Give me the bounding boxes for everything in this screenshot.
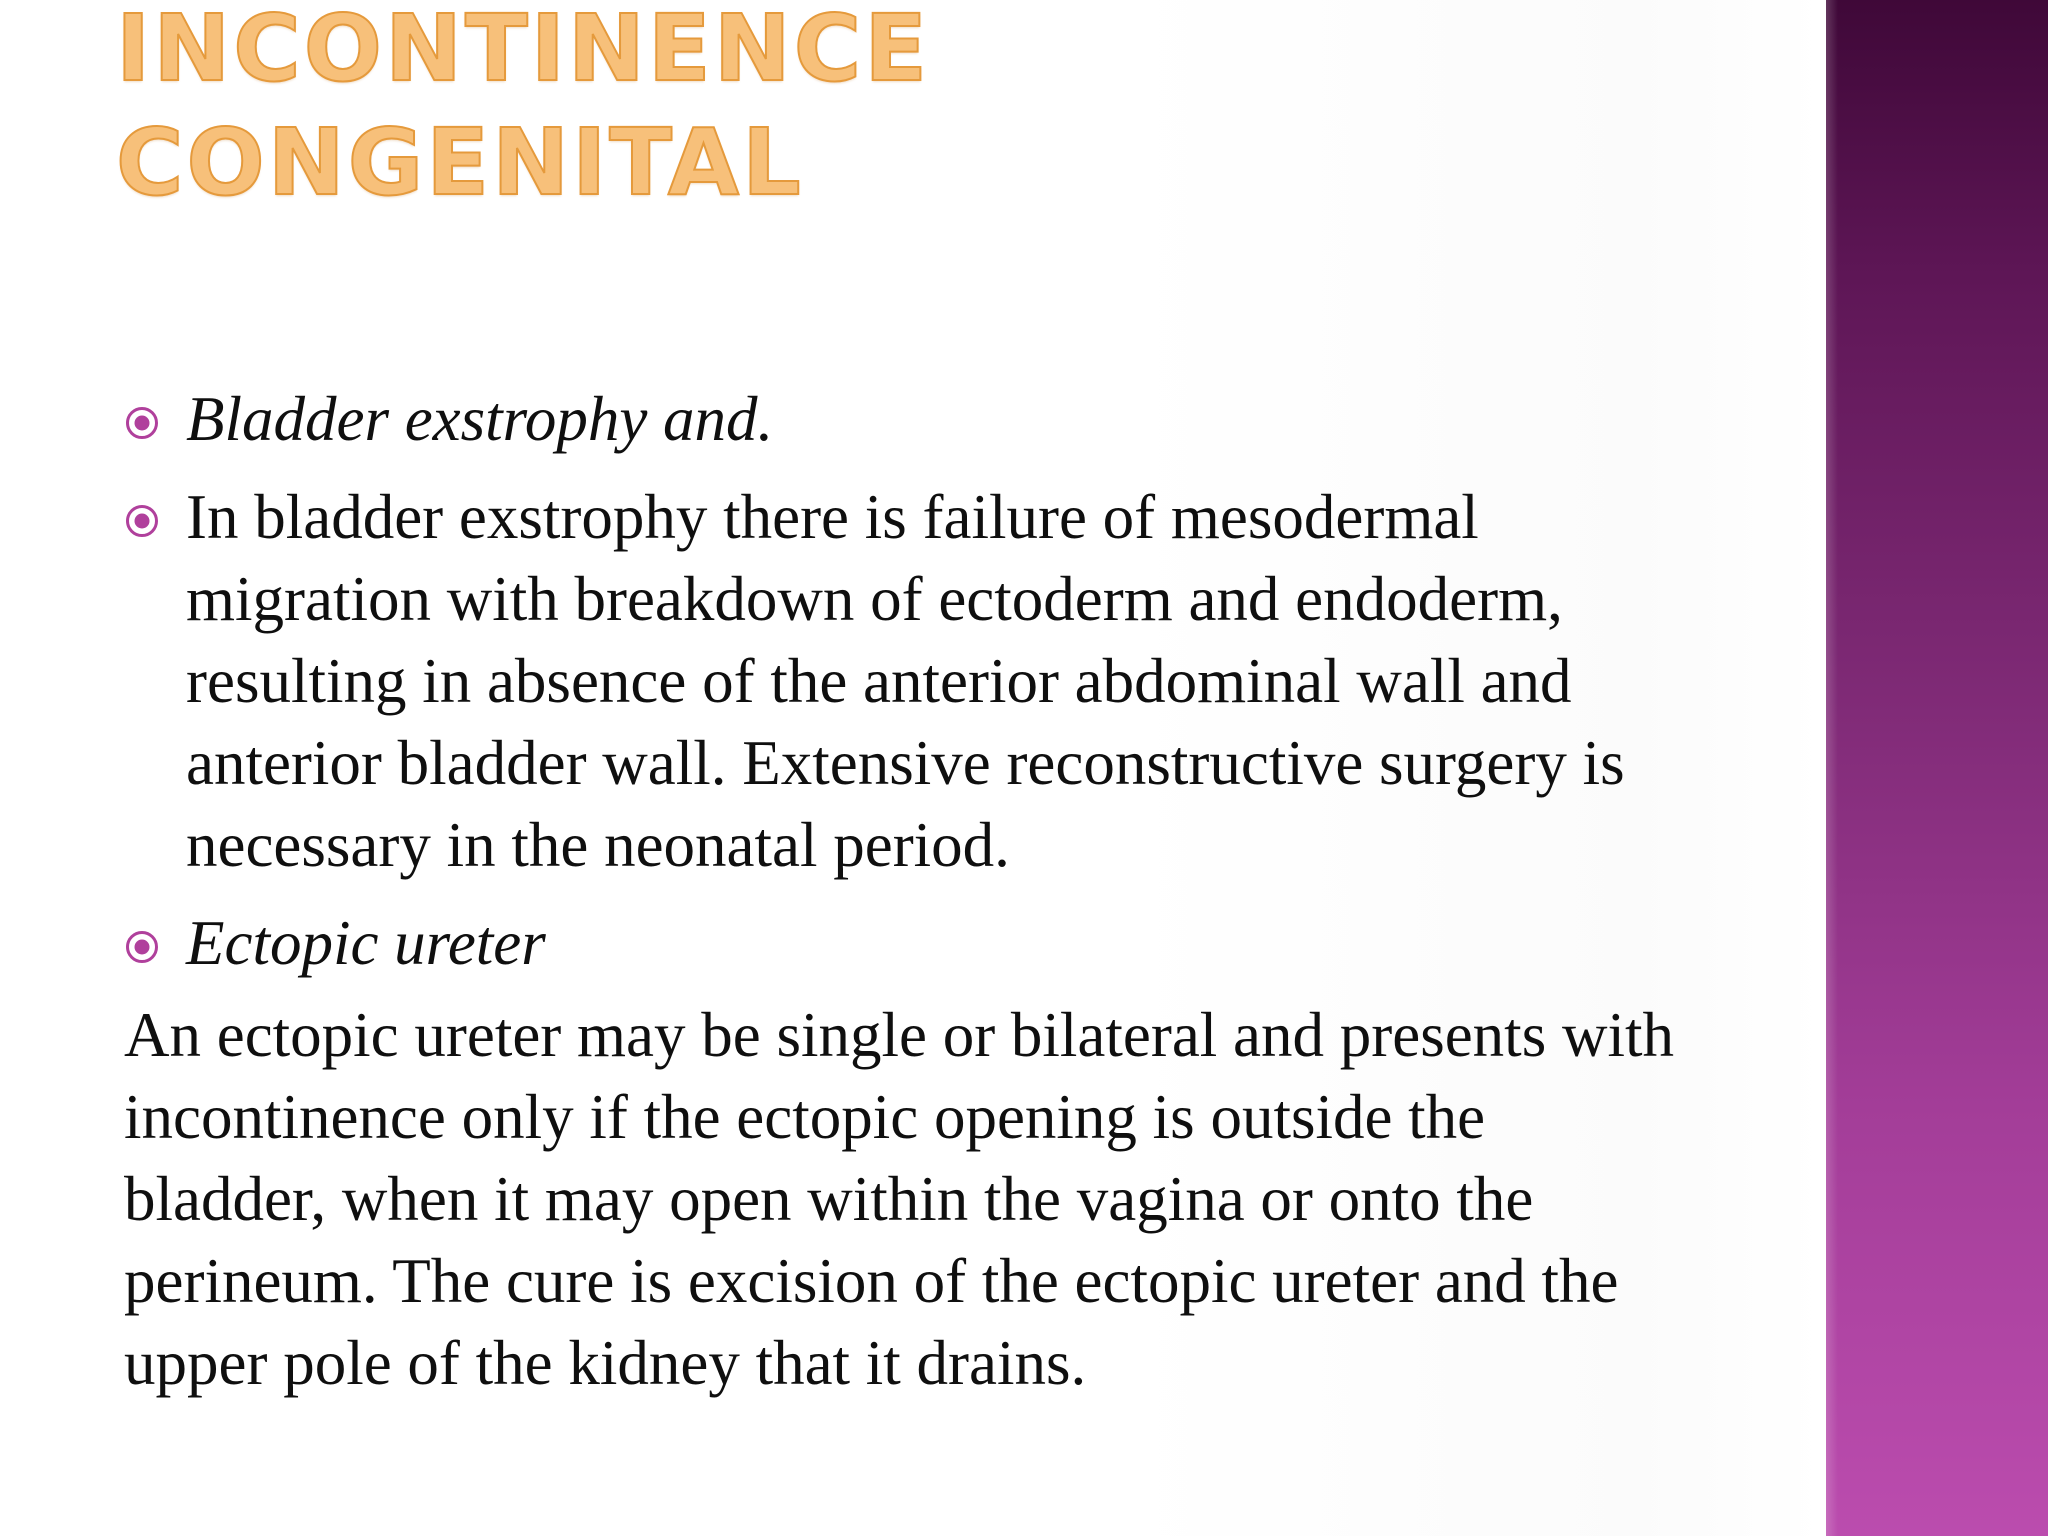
slide-body (124, 378, 1684, 1404)
circled-dot-icon (124, 929, 160, 965)
bullet-item (124, 378, 1684, 460)
title-line-2: CONGENITAL (116, 109, 804, 216)
bullet-item (124, 476, 1684, 886)
bullet-text: Bladder exstrophy and. (186, 384, 774, 454)
circled-dot-icon (124, 503, 160, 539)
circled-dot-icon (124, 405, 160, 441)
bullet-item (124, 902, 1684, 984)
title-line-1: INCONTINENCE (116, 0, 931, 102)
body-paragraph: An ectopic ureter may be single or bilateral and presents with incontinence only if the ectopic opening is outside the bladder, when it may open within the vagina or onto the perineum. The cure is excision of the ectopic ureter and the upper pole of the kidney that it drains. (124, 1000, 1674, 1398)
slide-title (116, 0, 930, 220)
bullet-text: Ectopic ureter (186, 908, 546, 978)
bullet-text: In bladder exstrophy there is failure of mesodermal migration with breakdown of ectoderm and endoderm, resulting in absence of the anterior abdominal wall and anterior bladder wall. Extensive reconstructive surgery is necessary in the neonatal period. (186, 482, 1625, 880)
decorative-side-band (1826, 0, 2048, 1536)
